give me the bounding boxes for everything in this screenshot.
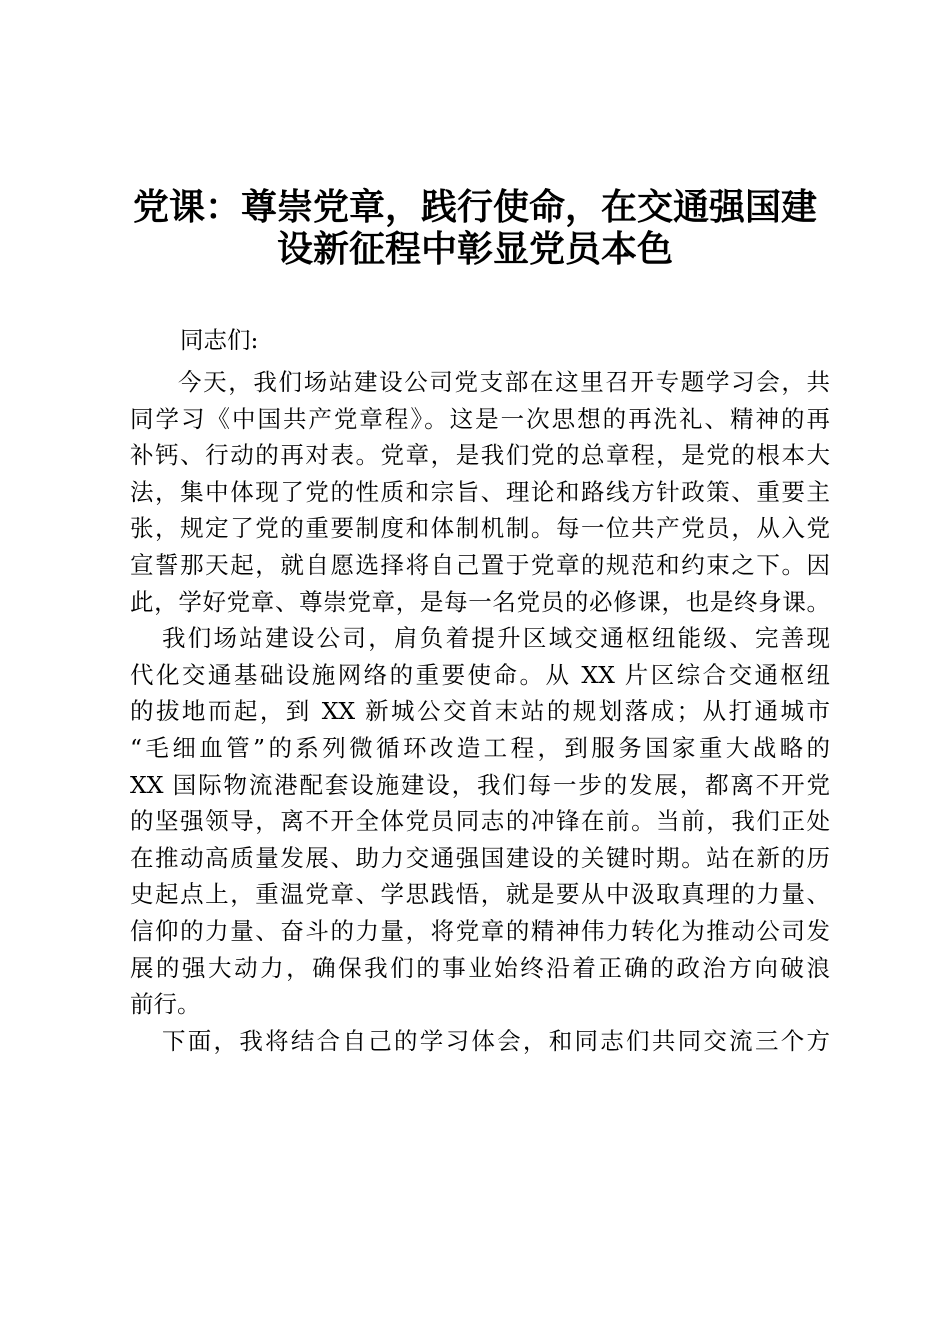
paragraph-line: 补钙、行动的再对表。党章，是我们党的总章程，是党的根本大 bbox=[130, 441, 830, 470]
salutation: 同志们: bbox=[180, 326, 259, 354]
paragraph-line: 代化交通基础设施网络的重要使命。从 XX 片区综合交通枢纽 bbox=[130, 660, 830, 689]
paragraph-line: 在推动高质量发展、助力交通强国建设的关键时期。站在新的历 bbox=[130, 843, 830, 872]
paragraph-line: 前行。 bbox=[130, 990, 201, 1019]
paragraph-2 bbox=[130, 620, 830, 1023]
paragraph-line: 展的强大动力，确保我们的事业始终沿着正确的政治方向破浪 bbox=[130, 953, 830, 982]
paragraph-line: 此，学好党章、尊崇党章，是每一名党员的必修课，也是终身课。 bbox=[130, 587, 830, 616]
paragraph-1 bbox=[130, 364, 830, 620]
paragraph-line: 张，规定了党的重要制度和体制机制。每一位共产党员，从入党 bbox=[130, 514, 830, 543]
document-body bbox=[130, 322, 830, 1059]
paragraph-line: 法，集中体现了党的性质和宗旨、理论和路线方针政策、重要主 bbox=[130, 477, 830, 506]
paragraph-line: 下面，我将结合自己的学习体会，和同志们共同交流三个方 bbox=[162, 1026, 830, 1055]
paragraph-line: 我们场站建设公司，肩负着提升区域交通枢纽能级、完善现 bbox=[162, 624, 830, 653]
title-line-1: 党课：尊崇党章，践行使命，在交通强国建 bbox=[132, 186, 817, 228]
paragraph-line: 的坚强领导，离不开全体党员同志的冲锋在前。当前，我们正处 bbox=[130, 807, 830, 836]
paragraph-line: “毛细血管”的系列微循环改造工程，到服务国家重大战略的 bbox=[130, 733, 830, 762]
title-line-2: 设新征程中彰显党员本色 bbox=[276, 228, 673, 270]
document-title bbox=[120, 186, 830, 270]
paragraph-line: 宣誓那天起，就自愿选择将自己置于党章的规范和约束之下。因 bbox=[130, 550, 830, 579]
paragraph-3 bbox=[130, 1023, 830, 1060]
paragraph-line: 信仰的力量、奋斗的力量，将党章的精神伟力转化为推动公司发 bbox=[130, 916, 830, 945]
paragraph-line: 同学习《中国共产党章程》。这是一次思想的再洗礼、精神的再 bbox=[130, 404, 830, 433]
paragraph-line: 的拔地而起，到 XX 新城公交首末站的规划落成；从打通城市 bbox=[130, 697, 830, 726]
paragraph-line: 今天，我们场站建设公司党支部在这里召开专题学习会，共 bbox=[178, 368, 830, 396]
paragraph-line: 史起点上，重温党章、学思践悟，就是要从中汲取真理的力量、 bbox=[130, 880, 830, 909]
paragraph-line: XX 国际物流港配套设施建设，我们每一步的发展，都离不开党 bbox=[130, 770, 830, 799]
